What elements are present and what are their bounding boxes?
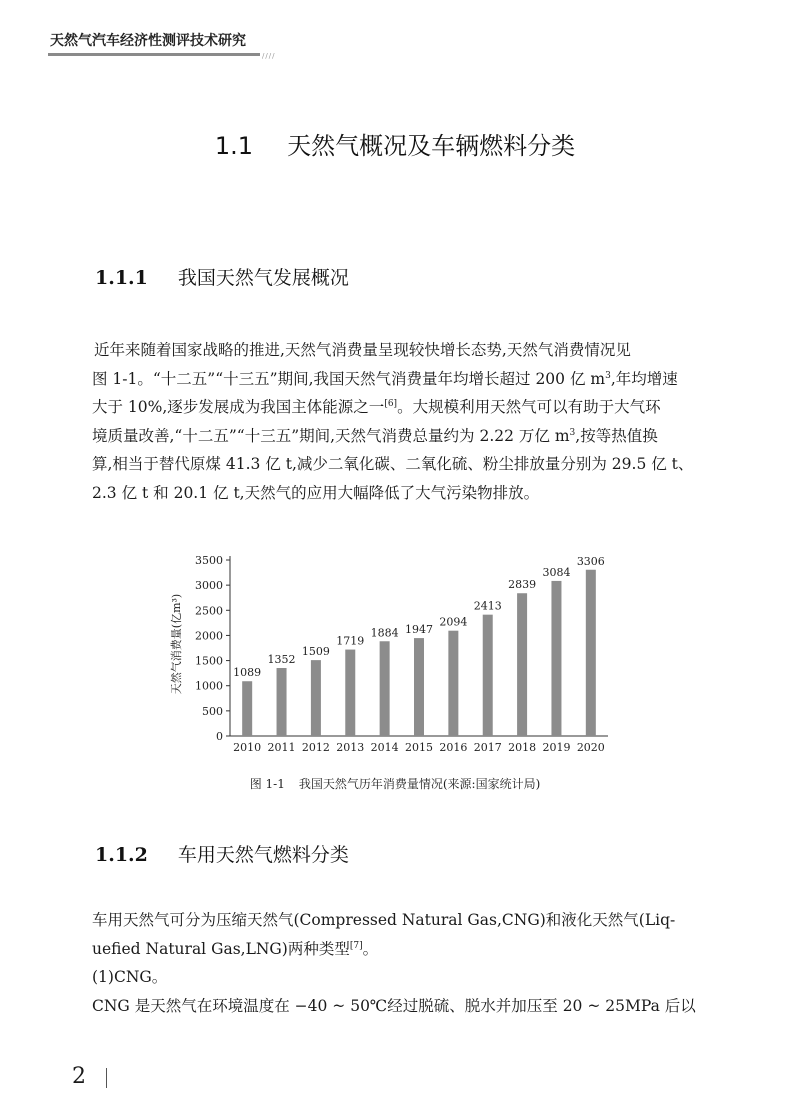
section-title bbox=[0, 126, 790, 161]
paragraph-1-line-6: 2.3 亿 t 和 20.1 亿 t,天然气的应用大幅降低了大气污染物排放。 bbox=[92, 483, 540, 502]
y-tick-label: 500 bbox=[202, 704, 223, 718]
figure-caption-text: 我国天然气历年消费量情况(来源:国家统计局) bbox=[298, 777, 541, 791]
paragraph-1-line-5: 算,相当于替代原煤 41.3 亿 t,减少二氧化碳、二氧化硫、粉尘排放量分别为 29.5 亿 t、 bbox=[92, 455, 694, 474]
paragraph-1-line-1 bbox=[92, 336, 728, 365]
figure-caption bbox=[0, 775, 790, 792]
x-tick-label-2010: 2010 bbox=[233, 741, 262, 754]
bar-2014 bbox=[380, 641, 390, 736]
bar-2018 bbox=[517, 593, 527, 736]
x-tick-label-2012: 2012 bbox=[301, 741, 330, 754]
p1-l4-text: 境质量改善,“十二五”“十三五”期间,天然气消费总量约为 2.22 万亿 m bbox=[92, 426, 570, 445]
subsection-title-2 bbox=[95, 840, 349, 867]
x-tick-label-2015: 2015 bbox=[405, 741, 433, 754]
y-tick-label: 2500 bbox=[195, 604, 223, 618]
y-tick-label: 1500 bbox=[195, 654, 223, 668]
consumption-bar-chart bbox=[168, 546, 618, 761]
x-tick-label-2014: 2014 bbox=[370, 741, 399, 754]
p1-l2-sup: 3 bbox=[605, 370, 611, 381]
p1-l2-end: ,年均增速 bbox=[610, 369, 678, 388]
bar-2015 bbox=[414, 638, 424, 736]
data-label-2018: 2839 bbox=[508, 578, 537, 592]
page-number: 2 bbox=[72, 1064, 86, 1089]
y-tick-label: 0 bbox=[216, 730, 223, 743]
subsection-number-1: 1.1.1 bbox=[95, 267, 148, 289]
p1-l2-text: 图 1-1。“十二五”“十三五”期间,我国天然气消费量年均增长超过 200 亿 m bbox=[92, 369, 606, 388]
data-label-2017: 2413 bbox=[473, 599, 502, 613]
bar-2019 bbox=[551, 581, 561, 736]
p1-l4-sup: 3 bbox=[569, 427, 576, 438]
x-tick-label-2011: 2011 bbox=[267, 741, 296, 754]
x-tick-label-2016: 2016 bbox=[439, 741, 468, 754]
bar-2017 bbox=[483, 615, 493, 736]
y-tick-label: 1000 bbox=[195, 679, 223, 693]
paragraph-1-line-2 bbox=[92, 365, 728, 394]
subsection-title-text-2: 车用天然气燃料分类 bbox=[177, 844, 349, 866]
y-tick-label: 3000 bbox=[195, 579, 223, 593]
paragraph-2 bbox=[92, 906, 728, 1020]
data-label-2013: 1719 bbox=[336, 634, 365, 648]
data-label-2012: 1509 bbox=[301, 645, 330, 659]
p1-l4-end: ,按等热值换 bbox=[575, 426, 658, 445]
p1-l1-text: 近年来随着国家战略的推进,天然气消费量呈现较快增长态势,天然气消费情况见 bbox=[94, 341, 631, 359]
paragraph-2-line-2 bbox=[92, 935, 728, 964]
paragraph-2-line-1: 车用天然气可分为压缩天然气(Compressed Natural Gas,CNG)和液化天然气(Liq- bbox=[92, 911, 676, 929]
x-tick-label-2019: 2019 bbox=[542, 741, 571, 754]
citation-6: [6] bbox=[384, 399, 398, 410]
bar-2012 bbox=[311, 660, 321, 736]
data-label-2019: 3084 bbox=[542, 565, 571, 579]
data-label-2011: 1352 bbox=[267, 653, 296, 667]
paragraph-2-line-3: (1)CNG。 bbox=[92, 968, 168, 987]
paragraph-1-line-4 bbox=[92, 422, 728, 451]
section-number: 1.1 bbox=[214, 132, 254, 160]
y-tick-label: 3500 bbox=[195, 554, 223, 567]
bar-2016 bbox=[448, 631, 458, 736]
bar-2011 bbox=[277, 668, 287, 736]
figure-number: 图 1-1 bbox=[249, 777, 285, 791]
data-label-2016: 2094 bbox=[439, 615, 468, 629]
x-tick-label-2017: 2017 bbox=[473, 741, 502, 754]
p2-l2-end: 。 bbox=[362, 939, 379, 958]
p1-l3-text: 大于 10%,逐步发展成为我国主体能源之一 bbox=[92, 398, 385, 417]
subsection-title-text-1: 我国天然气发展概况 bbox=[177, 267, 349, 289]
y-axis-label: 天然气消费量(亿m³) bbox=[170, 593, 183, 695]
paragraph-2-line-4: CNG 是天然气在环境温度在 −40 ~ 50℃经过脱硫、脱水并加压至 20 ~ 25MPa 后以 bbox=[92, 996, 696, 1015]
bar-2010 bbox=[242, 681, 252, 736]
citation-7: [7] bbox=[349, 940, 363, 951]
data-label-2010: 1089 bbox=[233, 666, 262, 680]
section-title-text: 天然气概况及车辆燃料分类 bbox=[287, 132, 576, 160]
x-tick-label-2020: 2020 bbox=[576, 741, 605, 754]
paragraph-1-line-3 bbox=[92, 393, 728, 422]
bar-2013 bbox=[345, 650, 355, 736]
x-tick-label-2013: 2013 bbox=[336, 741, 365, 754]
subsection-title-1 bbox=[95, 263, 349, 290]
p2-l2-text: uefied Natural Gas,LNG)两种类型 bbox=[92, 939, 350, 958]
data-label-2015: 1947 bbox=[405, 623, 433, 637]
data-label-2014: 1884 bbox=[370, 626, 399, 640]
x-tick-label-2018: 2018 bbox=[508, 741, 537, 754]
paragraph-1 bbox=[92, 336, 728, 508]
y-tick-label: 2000 bbox=[195, 629, 223, 643]
page-number-bar bbox=[106, 1068, 107, 1088]
p1-l3-end: 。大规模利用天然气可以有助于大气环 bbox=[397, 398, 661, 417]
bar-2020 bbox=[586, 570, 596, 736]
running-head: 天然气汽车经济性测评技术研究 bbox=[50, 33, 246, 49]
running-head-rule bbox=[48, 53, 260, 56]
data-label-2020: 3306 bbox=[576, 554, 605, 568]
running-head-rule-dots: //// bbox=[262, 52, 276, 60]
subsection-number-2: 1.1.2 bbox=[95, 844, 148, 866]
